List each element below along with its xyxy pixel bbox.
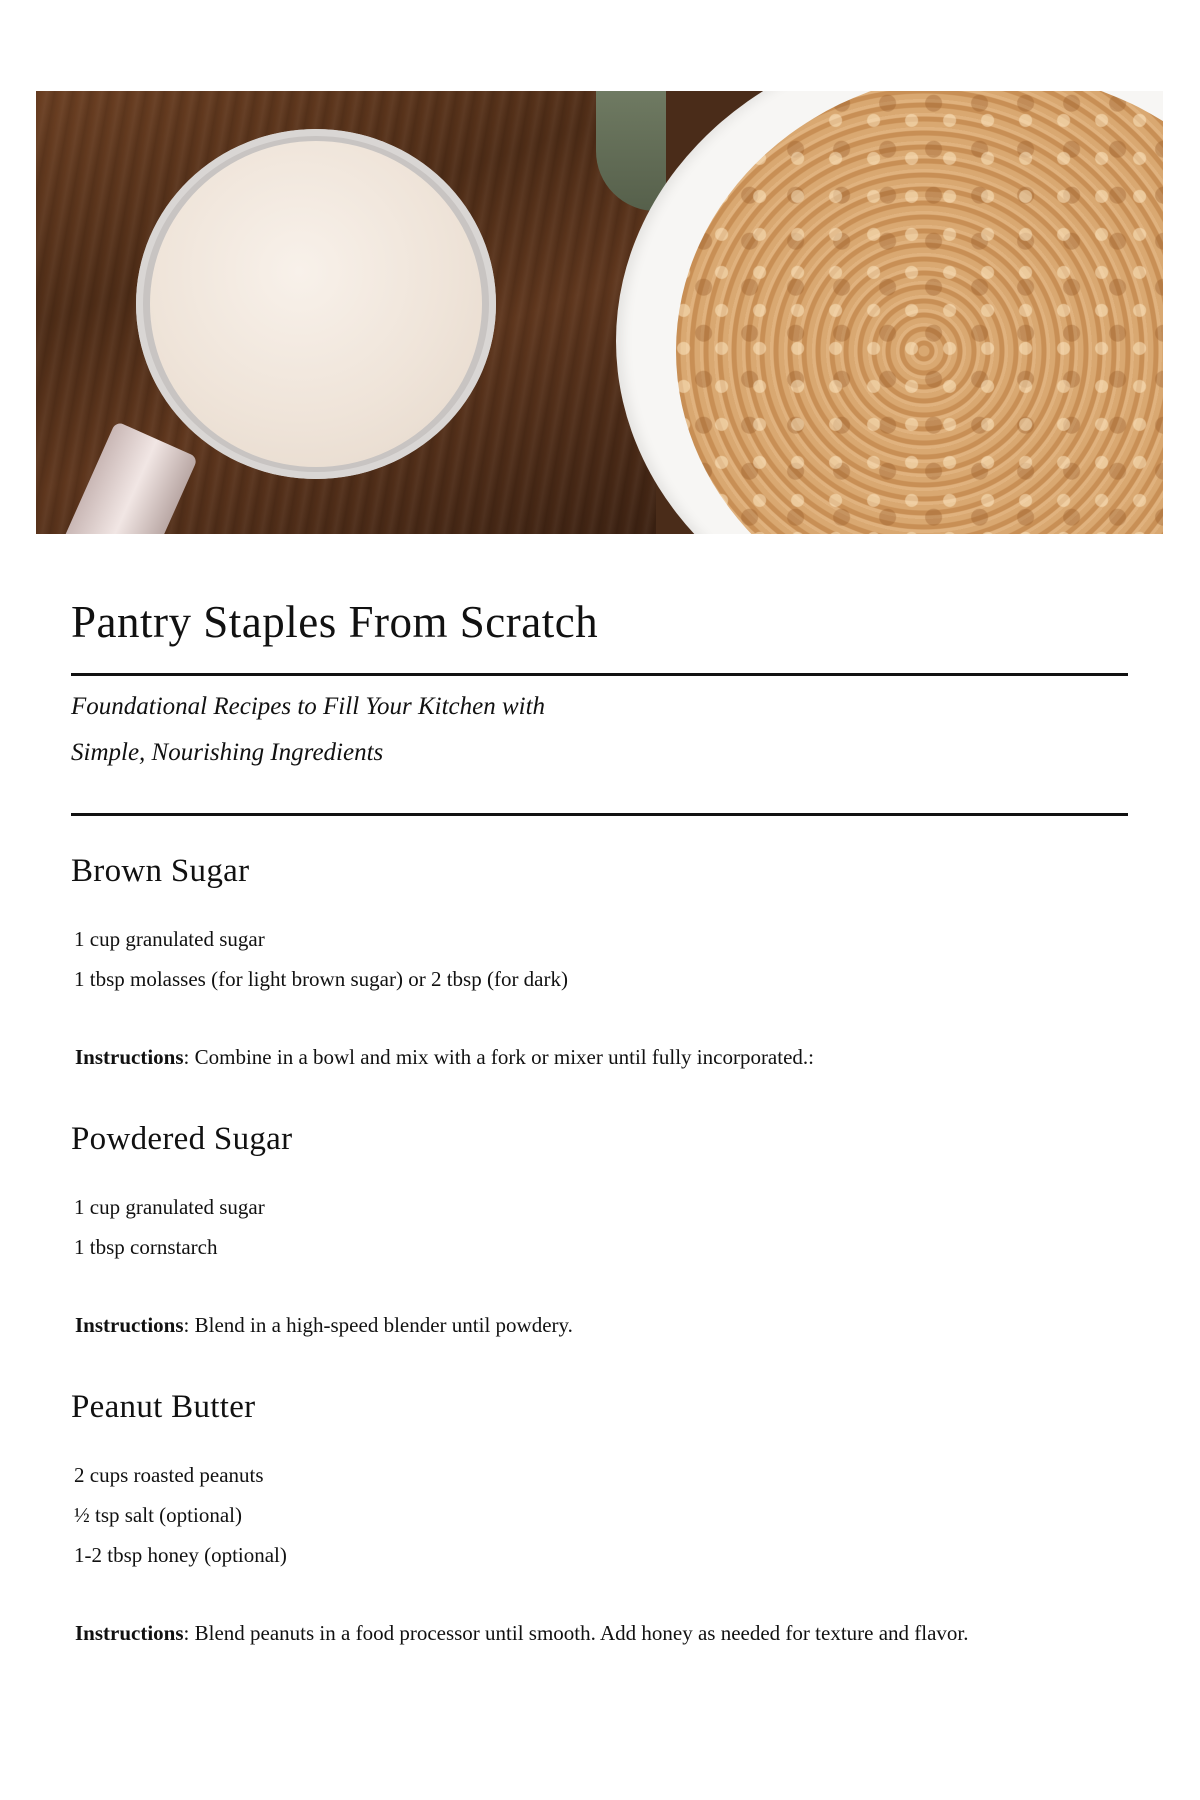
recipe-brown-sugar [71,849,1071,1077]
recipe-powdered-sugar [71,1117,1071,1345]
ingredient-item: 1 cup granulated sugar [74,927,265,951]
recipe-peanut-butter [71,1385,1071,1653]
ingredient-item: 1 tbsp molasses (for light brown sugar) or 2 tbsp (for dark) [74,967,568,991]
instructions-label: Instructions [75,1313,184,1337]
ingredient-item: 1 cup granulated sugar [74,1195,265,1219]
instructions-label: Instructions [75,1045,184,1069]
ingredient-list [74,919,1071,999]
title-divider [71,673,1128,676]
subtitle-line-1: Foundational Recipes to Fill Your Kitchen with [71,693,546,720]
recipe-title: Brown Sugar [71,853,250,889]
recipe-title: Peanut Butter [71,1389,256,1425]
page-subtitle [71,684,871,776]
recipe-title: Powdered Sugar [71,1121,293,1157]
subtitle-divider [71,813,1128,816]
recipe-instructions [75,1305,1005,1345]
instructions-text: : Combine in a bowl and mix with a fork or mixer until fully incorporated.: [183,1045,814,1069]
instructions-label: Instructions [75,1621,184,1645]
granulated-sugar [150,141,482,467]
page-title: Pantry Staples From Scratch [71,597,599,647]
ingredient-item: ½ tsp salt (optional) [74,1503,242,1527]
hero-image [36,91,1163,534]
ingredient-item: 2 cups roasted peanuts [74,1463,264,1487]
subtitle-line-2: Simple, Nourishing Ingredients [71,739,384,766]
ingredient-list [74,1455,1071,1575]
recipe-instructions [75,1613,1005,1653]
recipe-instructions [75,1037,1005,1077]
ingredient-item: 1-2 tbsp honey (optional) [74,1543,287,1567]
ingredient-item: 1 tbsp cornstarch [74,1235,218,1259]
ingredient-list [74,1187,1071,1267]
instructions-text: : Blend in a high-speed blender until powdery. [183,1313,573,1337]
instructions-text: : Blend peanuts in a food processor until smooth. Add honey as needed for texture and flavor. [183,1621,969,1645]
